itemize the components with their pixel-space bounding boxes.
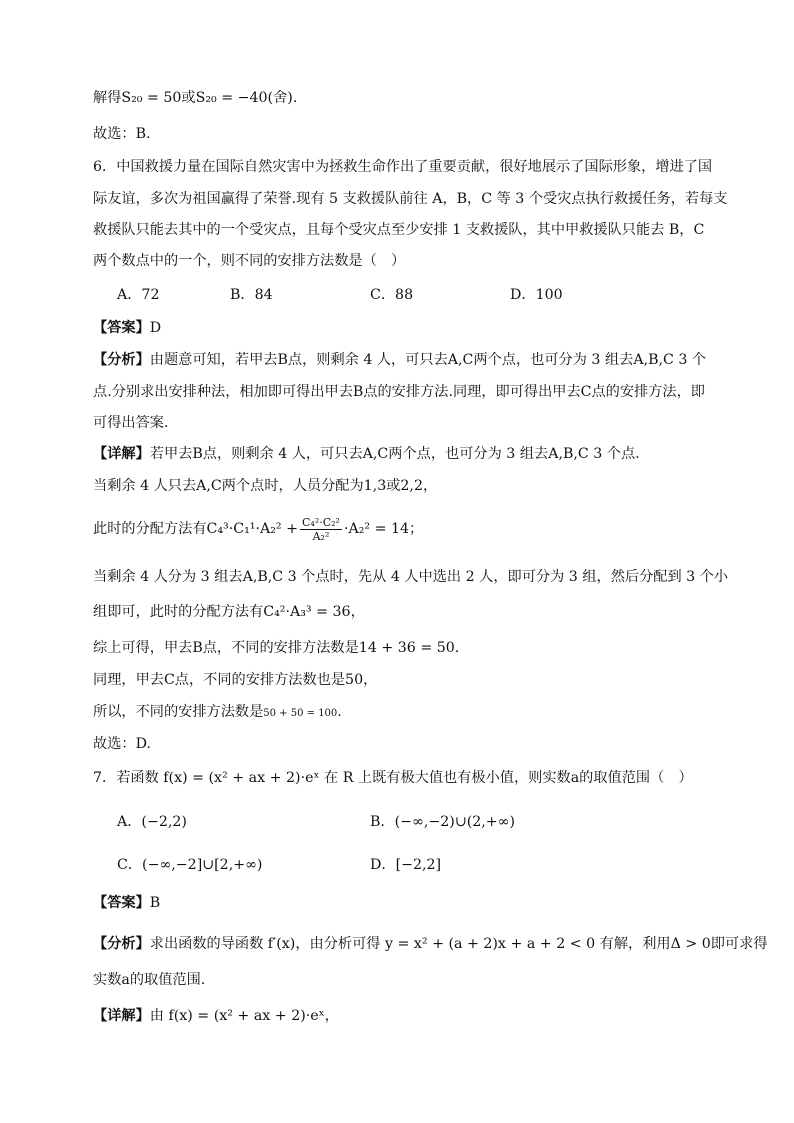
text-line: 解得S₂₀ = 50或S₂₀ = −40(舍). <box>93 90 298 106</box>
q7-option-b: B．(−∞,−2)∪(2,+∞) <box>370 814 516 830</box>
formula-right: ·A₂² = 14； <box>343 521 424 537</box>
fraction-numerator: C₄²·C₂² <box>302 515 340 529</box>
q6-analysis-line: 可得出答案. <box>93 415 169 431</box>
q6-detail-line: 综上可得，甲去B点，不同的安排方法数是14 + 36 = 50. <box>93 640 460 656</box>
q6-final: 故选：D. <box>93 736 151 752</box>
detail-text: 所以，不同的安排方法数是 <box>93 704 264 720</box>
q6-detail-line <box>93 444 724 464</box>
fraction-denominator: A₂² <box>312 529 330 543</box>
q7-option-d: D．[−2,2] <box>370 857 442 873</box>
q6-detail-line: 组即可，此时的分配方法有C₄²·A₃³ = 36， <box>93 604 365 620</box>
answer-tag: 【答案】 <box>93 320 150 336</box>
question-7-line: 7．若函数 f(x) = (x² + ax + 2)·eˣ 在 R 上既有极大值也有极小值，则实数a的取值范围（ ） <box>93 770 693 786</box>
text-line: 故选：B. <box>93 126 151 142</box>
q6-option-b: B．84 <box>230 287 273 303</box>
question-6-line: 际友谊，多次为祖国赢得了荣誉.现有 5 支救援队前往 A，B，C 等 3 个受灾点执行救援任务，若每支 <box>93 191 728 207</box>
period: . <box>337 704 342 720</box>
fraction <box>300 516 342 543</box>
answer-value: B <box>149 895 161 911</box>
detail-tag: 【详解】 <box>93 446 150 462</box>
q6-option-c: C．88 <box>370 287 414 303</box>
q7-answer <box>93 893 724 913</box>
q6-analysis-line <box>93 350 724 370</box>
question-6-line: 救援队只能去其中的一个受灾点，且每个受灾点至少安排 1 支救援队，其中甲救援队只能去 B，C <box>93 222 705 238</box>
q6-answer <box>93 318 724 338</box>
q7-option-a: A．(−2,2) <box>117 814 187 830</box>
q6-detail-line: 同理，甲去C点，不同的安排方法数也是50， <box>93 672 378 688</box>
q6-formula-line <box>93 510 724 548</box>
analysis-tag: 【分析】 <box>93 352 150 368</box>
detail-text: 由 f(x) = (x² + ax + 2)·eˣ， <box>149 1008 339 1024</box>
question-6-line: 两个数点中的一个，则不同的安排方法数是（ ） <box>93 253 406 269</box>
q7-option-c: C．(−∞,−2]∪[2,+∞) <box>117 857 263 873</box>
q6-detail-line: 当剩余 4 人分为 3 组去A,B,C 3 个点时，先从 4 人中选出 2 人，即可分为 3 组，然后分配到 3 个小 <box>93 569 729 585</box>
q7-detail-line <box>93 1006 724 1026</box>
q7-analysis-line: 实数a的取值范围. <box>93 972 206 988</box>
question-6-line: 6．中国救援力量在国际自然灾害中为拯救生命作出了重要贡献，很好地展示了国际形象，增进了国 <box>93 159 713 175</box>
analysis-tag: 【分析】 <box>93 936 150 952</box>
answer-value: D <box>149 320 162 336</box>
q6-detail-line: 当剩余 4 人只去A,C两个点时，人员分配为1,3或2,2， <box>93 478 438 494</box>
answer-tag: 【答案】 <box>93 895 150 911</box>
sum-expression: 50 + 50 = 100 <box>263 708 338 719</box>
q7-analysis-line <box>93 934 768 954</box>
detail-tag: 【详解】 <box>93 1008 150 1024</box>
analysis-text: 求出函数的导函数 f′(x)，由分析可得 y = x² + (a + 2)x + a + 2 < 0 有解，利用Δ > 0即可求得 <box>149 936 768 952</box>
q6-detail-line <box>93 702 724 724</box>
q6-analysis-line: 点.分别求出安排种法，相加即可得出甲去B点的安排方法.同理，即可得出甲去C点的安排方法，即 <box>93 384 705 400</box>
q6-option-a: A．72 <box>117 287 160 303</box>
formula-left: 此时的分配方法有C₄³·C₁¹·A₂² + <box>93 521 298 537</box>
analysis-text: 由题意可知，若甲去B点，则剩余 4 人，可只去A,C两个点，也可分为 3 组去A,B,C 3 个 <box>149 352 707 368</box>
q6-option-d: D．100 <box>510 287 563 303</box>
detail-text: 若甲去B点，则剩余 4 人，可只去A,C两个点，也可分为 3 组去A,B,C 3 个点. <box>149 446 640 462</box>
